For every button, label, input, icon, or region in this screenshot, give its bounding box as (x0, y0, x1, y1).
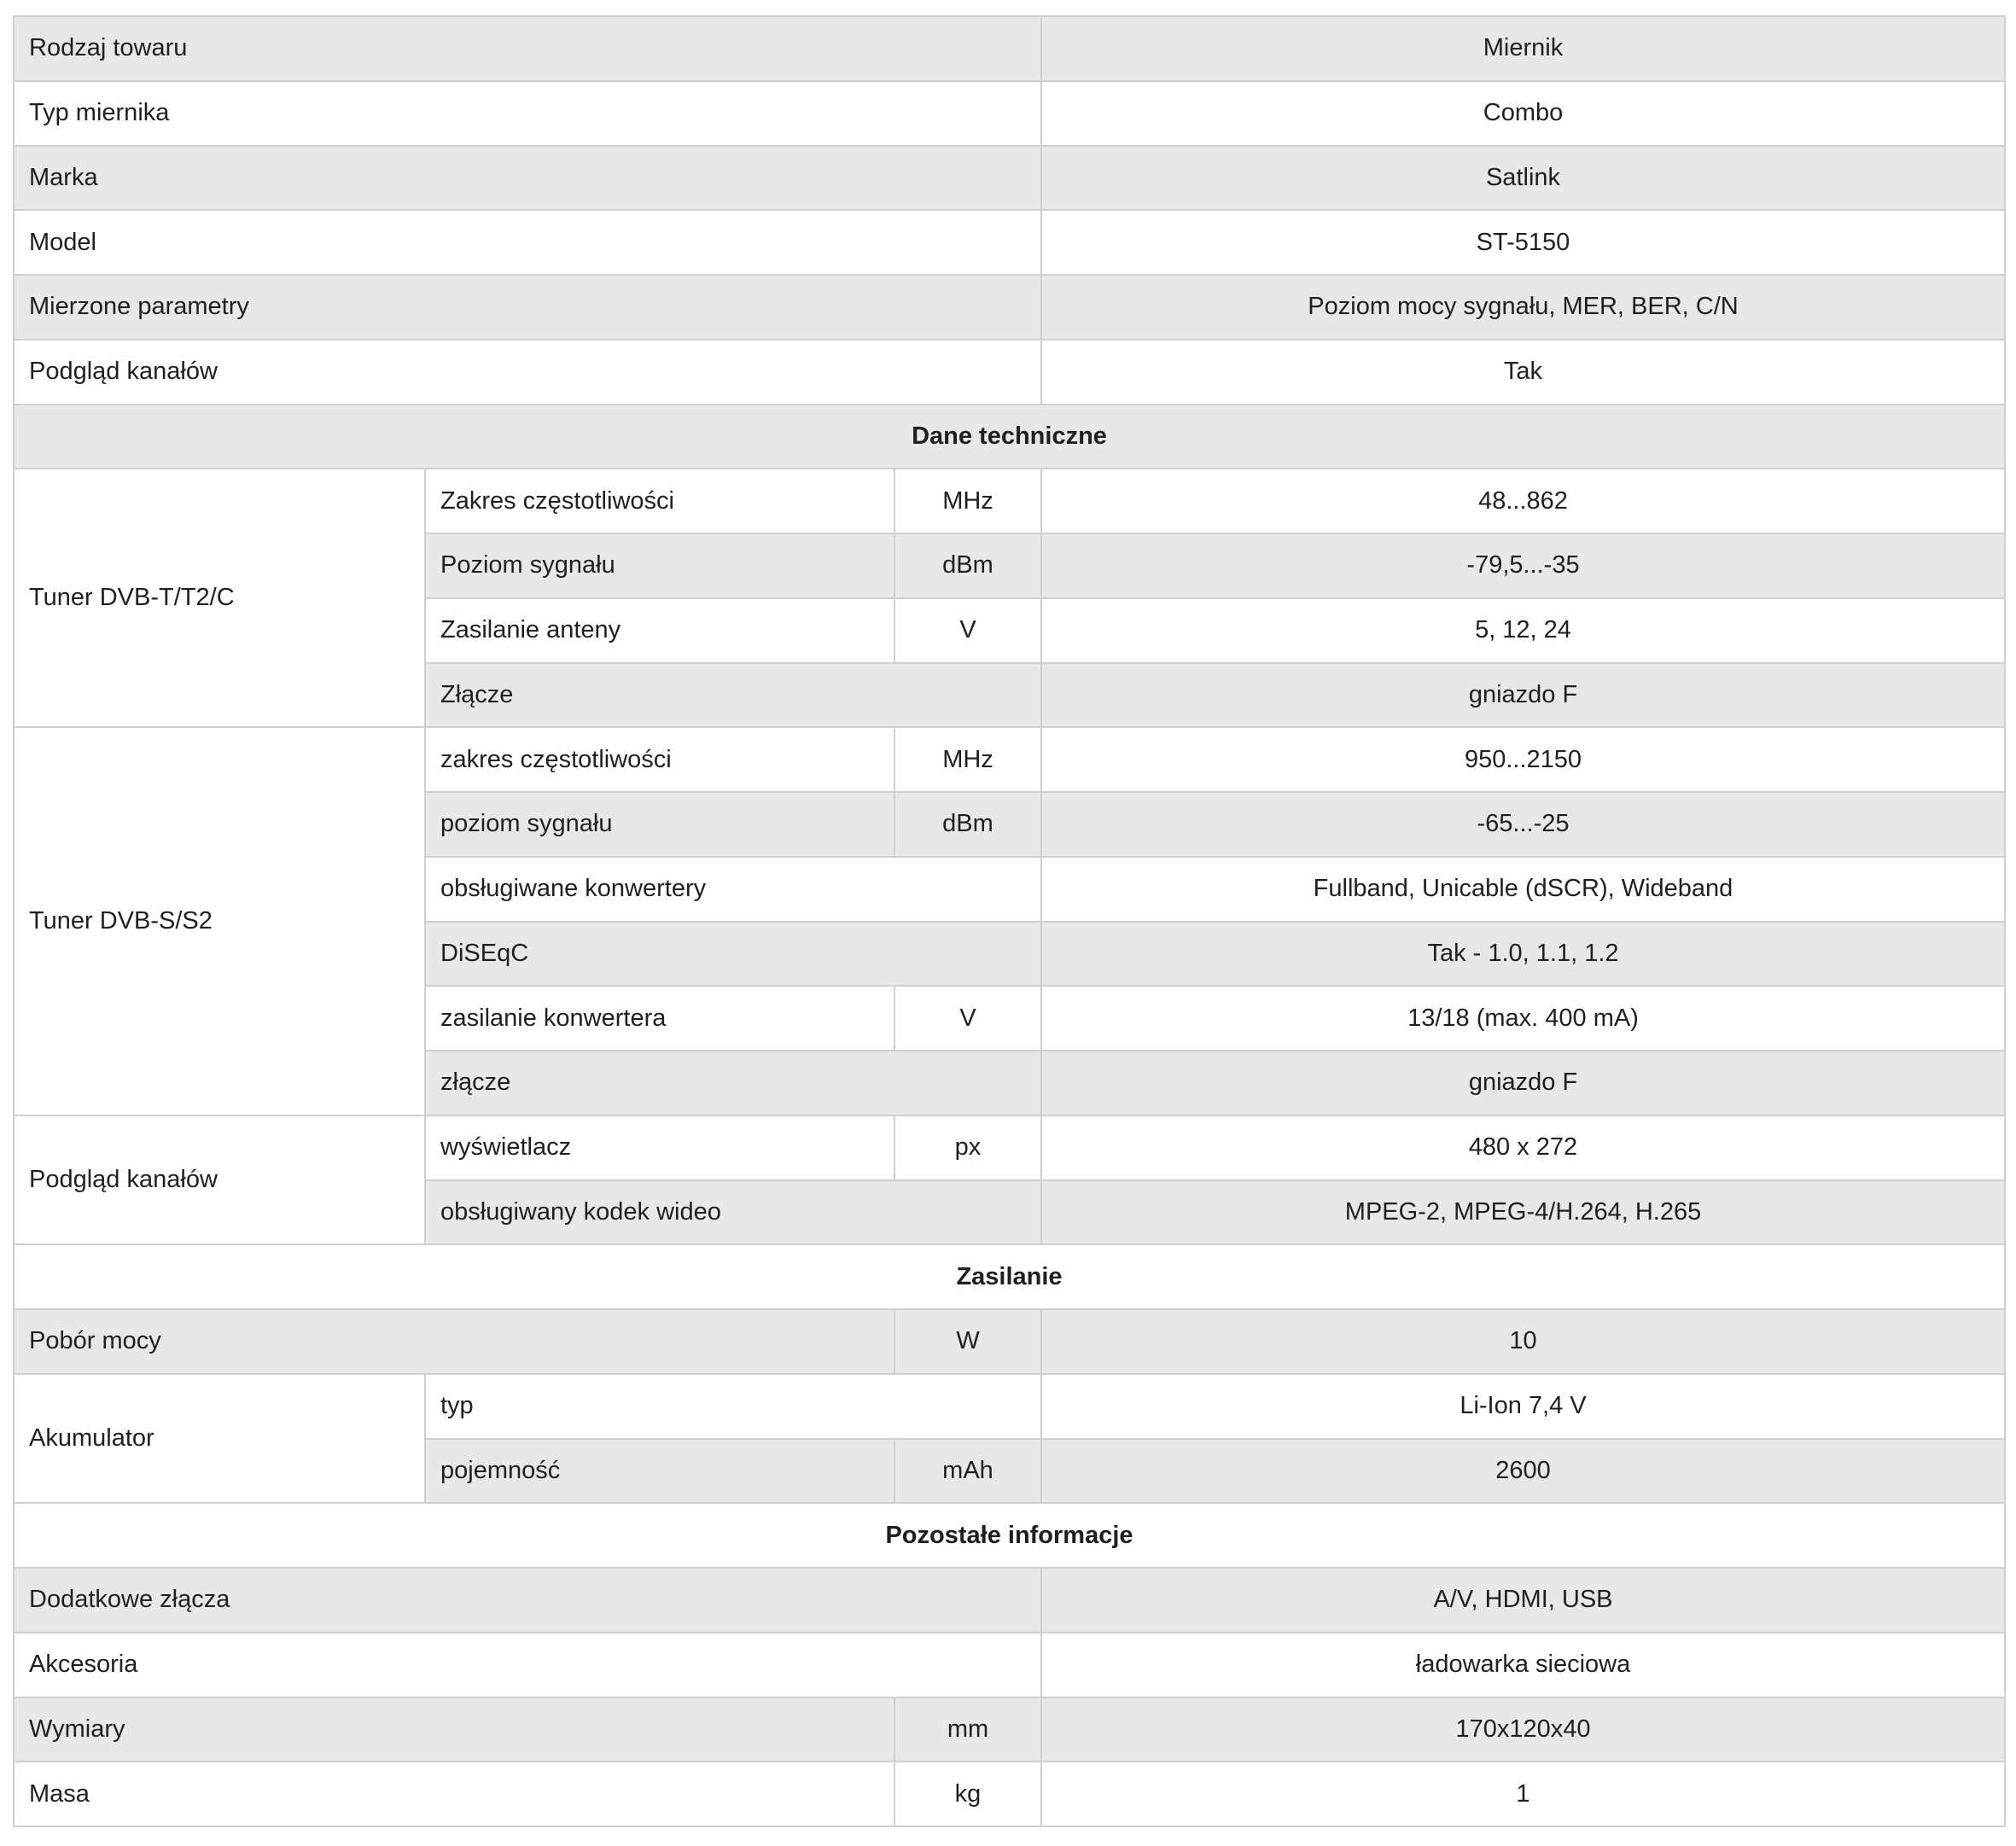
value-cell: 10 (1041, 1309, 2005, 1374)
value-typ-miernika: Combo (1041, 81, 2005, 146)
section-heading-row (14, 1503, 2005, 1568)
value-marka: Satlink (1041, 146, 2005, 211)
unit-cell: MHz (894, 727, 1041, 792)
value-cell: MPEG-2, MPEG-4/H.264, H.265 (1041, 1180, 2005, 1245)
value-cell: ładowarka sieciowa (1041, 1633, 2005, 1698)
table-row (14, 81, 2005, 146)
label-masa: Masa (14, 1762, 894, 1826)
value-cell: 48...862 (1041, 469, 2005, 533)
param-label: pojemność (425, 1439, 894, 1504)
value-cell: 950...2150 (1041, 727, 2005, 792)
table-row (14, 1309, 2005, 1374)
unit-cell: MHz (894, 469, 1041, 533)
value-rodzaj-towaru: Miernik (1041, 16, 2005, 81)
value-cell: Tak - 1.0, 1.1, 1.2 (1041, 922, 2005, 987)
unit-cell: kg (894, 1762, 1041, 1826)
value-podglad-kanalow: Tak (1041, 340, 2005, 405)
label-dodatkowe-zlacza: Dodatkowe złącza (14, 1568, 1041, 1633)
value-cell: 5, 12, 24 (1041, 598, 2005, 663)
table-row (14, 210, 2005, 275)
group-label-tuner-dvb-s: Tuner DVB-S/S2 (14, 727, 425, 1115)
table-row (14, 1698, 2005, 1762)
unit-cell: px (894, 1115, 1041, 1180)
param-label: Zasilanie anteny (425, 598, 894, 663)
unit-cell: W (894, 1309, 1041, 1374)
value-cell: 480 x 272 (1041, 1115, 2005, 1180)
table-row (14, 1115, 2005, 1180)
unit-cell: mm (894, 1698, 1041, 1762)
param-label: zasilanie konwertera (425, 986, 894, 1051)
label-wymiary: Wymiary (14, 1698, 894, 1762)
table-row (14, 1568, 2005, 1633)
param-label: DiSEqC (425, 922, 1041, 987)
label-pobor-mocy: Pobór mocy (14, 1309, 894, 1374)
section-heading-pozostale-informacje: Pozostałe informacje (14, 1503, 2005, 1568)
value-cell: 170x120x40 (1041, 1698, 2005, 1762)
value-cell: 2600 (1041, 1439, 2005, 1504)
table-row (14, 340, 2005, 405)
unit-cell: V (894, 598, 1041, 663)
value-mierzone-parametry: Poziom mocy sygnału, MER, BER, C/N (1041, 275, 2005, 340)
table-row (14, 16, 2005, 81)
section-heading-row (14, 1244, 2005, 1309)
value-cell: gniazdo F (1041, 1051, 2005, 1115)
value-cell: -79,5...-35 (1041, 533, 2005, 598)
unit-cell: V (894, 986, 1041, 1051)
param-label: obsługiwany kodek wideo (425, 1180, 1041, 1245)
param-label: Poziom sygnału (425, 533, 894, 598)
unit-cell: dBm (894, 533, 1041, 598)
label-rodzaj-towaru: Rodzaj towaru (14, 16, 1041, 81)
section-heading-zasilanie: Zasilanie (14, 1244, 2005, 1309)
group-label-akumulator: Akumulator (14, 1374, 425, 1504)
table-row (14, 146, 2005, 211)
label-podglad-kanalow: Podgląd kanałów (14, 340, 1041, 405)
section-heading-row (14, 405, 2005, 469)
table-row (14, 275, 2005, 340)
param-label: Zakres częstotliwości (425, 469, 894, 533)
value-cell: 1 (1041, 1762, 2005, 1826)
value-cell: -65...-25 (1041, 792, 2005, 857)
value-cell: gniazdo F (1041, 663, 2005, 728)
param-label: Złącze (425, 663, 1041, 728)
unit-cell: dBm (894, 792, 1041, 857)
param-label: poziom sygnału (425, 792, 894, 857)
value-cell: Li-Ion 7,4 V (1041, 1374, 2005, 1439)
table-row (14, 1374, 2005, 1439)
value-cell: Fullband, Unicable (dSCR), Wideband (1041, 857, 2005, 922)
label-mierzone-parametry: Mierzone parametry (14, 275, 1041, 340)
label-marka: Marka (14, 146, 1041, 211)
table-row (14, 1633, 2005, 1698)
unit-cell: mAh (894, 1439, 1041, 1504)
label-akcesoria: Akcesoria (14, 1633, 1041, 1698)
label-typ-miernika: Typ miernika (14, 81, 1041, 146)
group-label-tuner-dvb-t: Tuner DVB-T/T2/C (14, 469, 425, 727)
group-label-podglad-kanalow: Podgląd kanałów (14, 1115, 425, 1245)
value-cell: 13/18 (max. 400 mA) (1041, 986, 2005, 1051)
value-cell: A/V, HDMI, USB (1041, 1568, 2005, 1633)
label-model: Model (14, 210, 1041, 275)
param-label: wyświetlacz (425, 1115, 894, 1180)
section-heading-dane-techniczne: Dane techniczne (14, 405, 2005, 469)
spec-table (13, 15, 2006, 1827)
table-row (14, 1762, 2005, 1826)
param-label: typ (425, 1374, 1041, 1439)
table-row (14, 469, 2005, 533)
param-label: złącze (425, 1051, 1041, 1115)
table-row (14, 727, 2005, 792)
value-model: ST-5150 (1041, 210, 2005, 275)
param-label: zakres częstotliwości (425, 727, 894, 792)
param-label: obsługiwane konwertery (425, 857, 1041, 922)
